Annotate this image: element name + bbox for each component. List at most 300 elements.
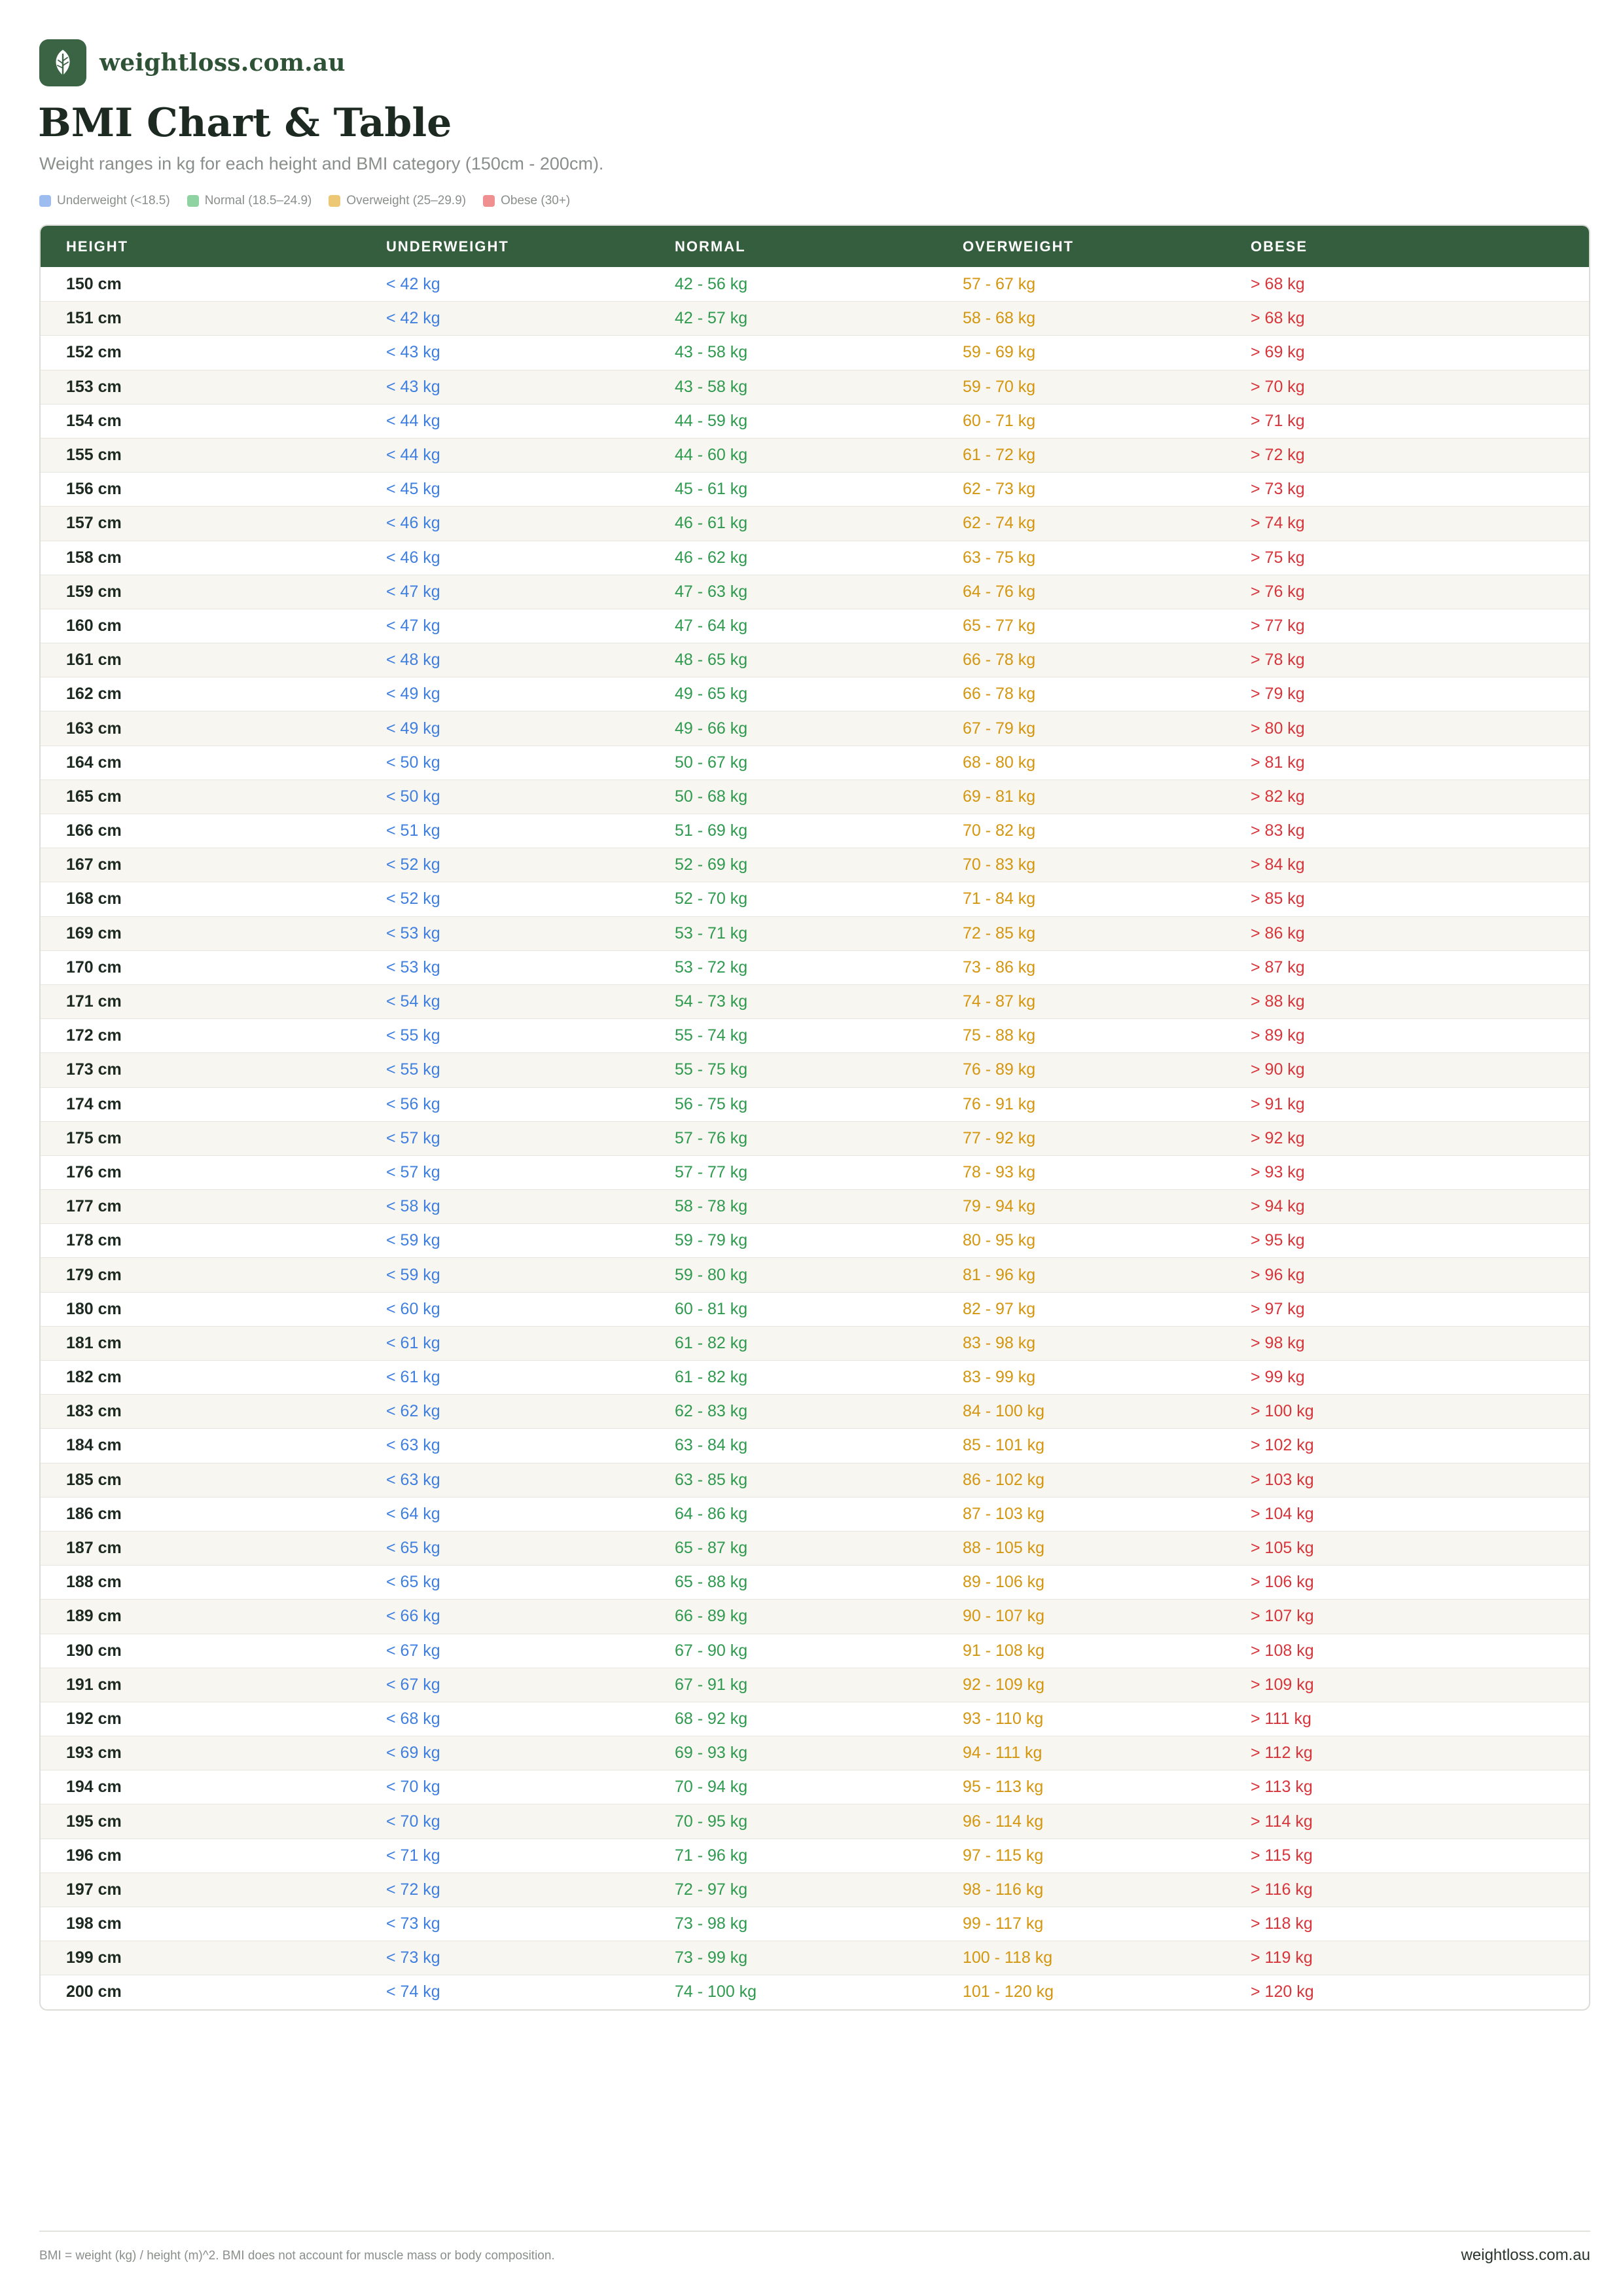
normal-cell: 55 - 74 kg	[675, 1026, 748, 1045]
underweight-cell: < 66 kg	[386, 1607, 440, 1626]
obese-cell: > 68 kg	[1251, 274, 1305, 293]
table-row	[41, 1736, 1589, 1770]
normal-cell: 65 - 88 kg	[675, 1573, 748, 1592]
overweight-cell: 61 - 72 kg	[963, 446, 1036, 465]
obese-cell: > 97 kg	[1251, 1299, 1305, 1318]
table-row	[41, 1702, 1589, 1736]
obese-cell: > 73 kg	[1251, 480, 1305, 499]
overweight-cell: 83 - 99 kg	[963, 1368, 1036, 1387]
underweight-cell: < 49 kg	[386, 685, 440, 704]
height-cell: 199 cm	[66, 1948, 122, 1967]
height-cell: 164 cm	[66, 753, 122, 772]
overweight-cell: 80 - 95 kg	[963, 1231, 1036, 1250]
height-cell: 155 cm	[66, 446, 122, 465]
legend-label: Obese (30+)	[501, 194, 571, 207]
normal-cell: 59 - 80 kg	[675, 1265, 748, 1284]
normal-cell: 42 - 57 kg	[675, 309, 748, 328]
overweight-cell: 70 - 82 kg	[963, 821, 1036, 840]
height-cell: 168 cm	[66, 889, 122, 908]
obese-cell: > 91 kg	[1251, 1094, 1305, 1113]
bmi-table	[39, 224, 1590, 2011]
overweight-cell: 79 - 94 kg	[963, 1197, 1036, 1216]
obese-cell: > 70 kg	[1251, 377, 1305, 396]
normal-cell: 71 - 96 kg	[675, 1846, 748, 1865]
table-row	[41, 1941, 1589, 1975]
normal-cell: 50 - 68 kg	[675, 787, 748, 806]
height-cell: 186 cm	[66, 1504, 122, 1523]
obese-cell: > 109 kg	[1251, 1675, 1314, 1694]
height-cell: 177 cm	[66, 1197, 122, 1216]
table-row	[41, 1428, 1589, 1462]
overweight-cell: 66 - 78 kg	[963, 651, 1036, 670]
overweight-cell: 97 - 115 kg	[963, 1846, 1044, 1865]
normal-cell: 56 - 75 kg	[675, 1094, 748, 1113]
underweight-cell: < 45 kg	[386, 480, 440, 499]
normal-cell: 43 - 58 kg	[675, 343, 748, 362]
underweight-cell: < 46 kg	[386, 514, 440, 533]
table-row	[41, 1292, 1589, 1326]
overweight-cell: 83 - 98 kg	[963, 1333, 1036, 1352]
table-row	[41, 1189, 1589, 1223]
height-cell: 159 cm	[66, 582, 122, 601]
overweight-cell: 69 - 81 kg	[963, 787, 1036, 806]
overweight-cell: 82 - 97 kg	[963, 1299, 1036, 1318]
normal-cell: 63 - 84 kg	[675, 1436, 748, 1455]
normal-cell: 53 - 71 kg	[675, 924, 748, 942]
table-row	[41, 1121, 1589, 1155]
underweight-cell: < 59 kg	[386, 1265, 440, 1284]
table-row	[41, 780, 1589, 814]
obese-cell: > 84 kg	[1251, 855, 1305, 874]
height-cell: 174 cm	[66, 1094, 122, 1113]
obese-cell: > 89 kg	[1251, 1026, 1305, 1045]
height-cell: 150 cm	[66, 274, 122, 293]
table-row	[41, 575, 1589, 609]
underweight-cell: < 60 kg	[386, 1299, 440, 1318]
normal-cell: 73 - 98 kg	[675, 1914, 748, 1933]
legend-item-obese	[483, 194, 570, 208]
obese-cell: > 76 kg	[1251, 582, 1305, 601]
obese-cell: > 116 kg	[1251, 1880, 1313, 1899]
underweight-cell: < 43 kg	[386, 377, 440, 396]
table-row	[41, 1223, 1589, 1257]
footer-domain: weightloss.com.au	[1461, 2246, 1590, 2264]
height-cell: 172 cm	[66, 1026, 122, 1045]
table-row	[41, 643, 1589, 677]
normal-cell: 73 - 99 kg	[675, 1948, 748, 1967]
obese-cell: > 69 kg	[1251, 343, 1305, 362]
normal-cell: 64 - 86 kg	[675, 1504, 748, 1523]
underweight-cell: < 52 kg	[386, 889, 440, 908]
underweight-cell: < 61 kg	[386, 1368, 440, 1387]
table-row	[41, 1804, 1589, 1838]
underweight-cell: < 74 kg	[386, 1982, 440, 2001]
height-cell: 184 cm	[66, 1436, 122, 1455]
obese-cell: > 99 kg	[1251, 1368, 1305, 1387]
obese-cell: > 86 kg	[1251, 924, 1305, 942]
table-row	[41, 1360, 1589, 1394]
height-cell: 185 cm	[66, 1470, 122, 1489]
overweight-cell: 66 - 78 kg	[963, 685, 1036, 704]
table-row	[41, 267, 1589, 301]
obese-cell: > 74 kg	[1251, 514, 1305, 533]
table-header-row	[41, 226, 1589, 267]
height-cell: 180 cm	[66, 1299, 122, 1318]
underweight-cell: < 70 kg	[386, 1812, 440, 1831]
normal-cell: 52 - 69 kg	[675, 855, 748, 874]
table-row	[41, 984, 1589, 1018]
obese-cell: > 68 kg	[1251, 309, 1305, 328]
overweight-cell: 98 - 116 kg	[963, 1880, 1044, 1899]
height-cell: 191 cm	[66, 1675, 122, 1694]
overweight-cell: 77 - 92 kg	[963, 1128, 1036, 1147]
obese-cell: > 107 kg	[1251, 1607, 1314, 1626]
table-row	[41, 1087, 1589, 1121]
overweight-cell: 59 - 70 kg	[963, 377, 1036, 396]
overweight-cell: 93 - 110 kg	[963, 1709, 1044, 1728]
height-cell: 182 cm	[66, 1368, 122, 1387]
overweight-cell: 89 - 106 kg	[963, 1573, 1045, 1592]
overweight-cell: 68 - 80 kg	[963, 753, 1036, 772]
obese-cell: > 72 kg	[1251, 446, 1305, 465]
height-cell: 194 cm	[66, 1778, 122, 1797]
obese-cell: > 102 kg	[1251, 1436, 1314, 1455]
normal-cell: 57 - 76 kg	[675, 1128, 748, 1147]
overweight-cell: 94 - 111 kg	[963, 1744, 1043, 1763]
obese-cell: > 105 kg	[1251, 1539, 1314, 1558]
underweight-cell: < 73 kg	[386, 1948, 440, 1967]
legend-swatch-normal	[187, 195, 199, 207]
legend-item-normal	[187, 194, 312, 208]
table-row	[41, 916, 1589, 950]
legend-item-overweight	[329, 194, 466, 208]
table-row	[41, 711, 1589, 745]
normal-cell: 55 - 75 kg	[675, 1060, 748, 1079]
underweight-cell: < 47 kg	[386, 582, 440, 601]
obese-cell: > 113 kg	[1251, 1778, 1313, 1797]
obese-cell: > 77 kg	[1251, 616, 1305, 635]
obese-cell: > 95 kg	[1251, 1231, 1305, 1250]
normal-cell: 62 - 83 kg	[675, 1402, 748, 1421]
obese-cell: > 119 kg	[1251, 1948, 1313, 1967]
underweight-cell: < 68 kg	[386, 1709, 440, 1728]
height-cell: 196 cm	[66, 1846, 122, 1865]
underweight-cell: < 42 kg	[386, 274, 440, 293]
legend-label: Normal (18.5–24.9)	[204, 194, 312, 207]
height-cell: 189 cm	[66, 1607, 122, 1626]
normal-cell: 42 - 56 kg	[675, 274, 748, 293]
overweight-cell: 81 - 96 kg	[963, 1265, 1036, 1284]
height-cell: 173 cm	[66, 1060, 122, 1079]
overweight-cell: 75 - 88 kg	[963, 1026, 1036, 1045]
obese-cell: > 85 kg	[1251, 889, 1305, 908]
normal-cell: 72 - 97 kg	[675, 1880, 748, 1899]
normal-cell: 63 - 85 kg	[675, 1470, 748, 1489]
obese-cell: > 87 kg	[1251, 958, 1305, 977]
underweight-cell: < 46 kg	[386, 548, 440, 567]
obese-cell: > 88 kg	[1251, 992, 1305, 1011]
normal-cell: 50 - 67 kg	[675, 753, 748, 772]
table-row	[41, 370, 1589, 404]
obese-cell: > 115 kg	[1251, 1846, 1313, 1865]
underweight-cell: < 53 kg	[386, 924, 440, 942]
table-row	[41, 1257, 1589, 1291]
table-row	[41, 1531, 1589, 1565]
underweight-cell: < 72 kg	[386, 1880, 440, 1899]
height-cell: 158 cm	[66, 548, 122, 567]
normal-cell: 43 - 58 kg	[675, 377, 748, 396]
overweight-cell: 84 - 100 kg	[963, 1402, 1045, 1421]
overweight-cell: 57 - 67 kg	[963, 274, 1036, 293]
overweight-cell: 62 - 73 kg	[963, 480, 1036, 499]
table-row	[41, 541, 1589, 575]
obese-cell: > 94 kg	[1251, 1197, 1305, 1216]
legend-label: Overweight (25–29.9)	[346, 194, 467, 207]
height-cell: 167 cm	[66, 855, 122, 874]
underweight-cell: < 50 kg	[386, 787, 440, 806]
height-cell: 166 cm	[66, 821, 122, 840]
obese-cell: > 104 kg	[1251, 1504, 1314, 1523]
overweight-cell: 76 - 89 kg	[963, 1060, 1036, 1079]
overweight-cell: 101 - 120 kg	[963, 1982, 1054, 2001]
obese-cell: > 118 kg	[1251, 1914, 1313, 1933]
table-row	[41, 745, 1589, 780]
underweight-cell: < 49 kg	[386, 719, 440, 738]
height-cell: 179 cm	[66, 1265, 122, 1284]
obese-cell: > 96 kg	[1251, 1265, 1305, 1284]
obese-cell: > 78 kg	[1251, 651, 1305, 670]
overweight-cell: 74 - 87 kg	[963, 992, 1036, 1011]
table-row	[41, 1326, 1589, 1360]
height-cell: 178 cm	[66, 1231, 122, 1250]
normal-cell: 68 - 92 kg	[675, 1709, 748, 1728]
normal-cell: 52 - 70 kg	[675, 889, 748, 908]
obese-cell: > 82 kg	[1251, 787, 1305, 806]
height-cell: 193 cm	[66, 1744, 122, 1763]
overweight-cell: 62 - 74 kg	[963, 514, 1036, 533]
height-cell: 192 cm	[66, 1709, 122, 1728]
table-row	[41, 848, 1589, 882]
underweight-cell: < 59 kg	[386, 1231, 440, 1250]
normal-cell: 70 - 94 kg	[675, 1778, 748, 1797]
height-cell: 161 cm	[66, 651, 122, 670]
underweight-cell: < 67 kg	[386, 1641, 440, 1660]
normal-cell: 61 - 82 kg	[675, 1368, 748, 1387]
table-row	[41, 1463, 1589, 1497]
underweight-cell: < 51 kg	[386, 821, 440, 840]
normal-cell: 47 - 63 kg	[675, 582, 748, 601]
overweight-cell: 65 - 77 kg	[963, 616, 1036, 635]
underweight-cell: < 62 kg	[386, 1402, 440, 1421]
table-row	[41, 1497, 1589, 1531]
obese-cell: > 81 kg	[1251, 753, 1305, 772]
table-row	[41, 1052, 1589, 1086]
underweight-cell: < 42 kg	[386, 309, 440, 328]
height-cell: 195 cm	[66, 1812, 122, 1831]
height-cell: 151 cm	[66, 309, 122, 328]
obese-cell: > 106 kg	[1251, 1573, 1314, 1592]
underweight-cell: < 48 kg	[386, 651, 440, 670]
underweight-cell: < 73 kg	[386, 1914, 440, 1933]
overweight-cell: 88 - 105 kg	[963, 1539, 1045, 1558]
underweight-cell: < 61 kg	[386, 1333, 440, 1352]
column-header-normal: NORMAL	[675, 238, 746, 255]
overweight-cell: 87 - 103 kg	[963, 1504, 1045, 1523]
overweight-cell: 78 - 93 kg	[963, 1162, 1036, 1181]
height-cell: 181 cm	[66, 1333, 122, 1352]
normal-cell: 67 - 91 kg	[675, 1675, 748, 1694]
overweight-cell: 72 - 85 kg	[963, 924, 1036, 942]
obese-cell: > 79 kg	[1251, 685, 1305, 704]
underweight-cell: < 63 kg	[386, 1436, 440, 1455]
overweight-cell: 91 - 108 kg	[963, 1641, 1045, 1660]
table-row	[41, 506, 1589, 540]
page-subtitle: Weight ranges in kg for each height and BMI category (150cm - 200cm).	[39, 154, 604, 173]
brand-name: weightloss.com.au	[99, 49, 346, 77]
height-cell: 160 cm	[66, 616, 122, 635]
table-row	[41, 301, 1589, 335]
normal-cell: 51 - 69 kg	[675, 821, 748, 840]
brand-header	[39, 39, 346, 86]
legend-item-underweight	[39, 194, 170, 208]
underweight-cell: < 47 kg	[386, 616, 440, 635]
normal-cell: 65 - 87 kg	[675, 1539, 748, 1558]
overweight-cell: 71 - 84 kg	[963, 889, 1036, 908]
obese-cell: > 92 kg	[1251, 1128, 1305, 1147]
underweight-cell: < 65 kg	[386, 1539, 440, 1558]
table-row	[41, 335, 1589, 369]
obese-cell: > 71 kg	[1251, 411, 1305, 430]
obese-cell: > 80 kg	[1251, 719, 1305, 738]
height-cell: 153 cm	[66, 377, 122, 396]
normal-cell: 48 - 65 kg	[675, 651, 748, 670]
table-row	[41, 404, 1589, 438]
obese-cell: > 120 kg	[1251, 1982, 1314, 2001]
overweight-cell: 92 - 109 kg	[963, 1675, 1045, 1694]
underweight-cell: < 64 kg	[386, 1504, 440, 1523]
table-row	[41, 1770, 1589, 1804]
normal-cell: 70 - 95 kg	[675, 1812, 748, 1831]
obese-cell: > 114 kg	[1251, 1812, 1313, 1831]
table-row	[41, 1155, 1589, 1189]
obese-cell: > 93 kg	[1251, 1162, 1305, 1181]
underweight-cell: < 63 kg	[386, 1470, 440, 1489]
table-row	[41, 609, 1589, 643]
column-header-obese: OBESE	[1251, 238, 1308, 255]
underweight-cell: < 55 kg	[386, 1060, 440, 1079]
table-row	[41, 472, 1589, 506]
normal-cell: 49 - 65 kg	[675, 685, 748, 704]
underweight-cell: < 57 kg	[386, 1128, 440, 1147]
column-header-underweight: UNDERWEIGHT	[386, 238, 509, 255]
underweight-cell: < 53 kg	[386, 958, 440, 977]
height-cell: 171 cm	[66, 992, 122, 1011]
overweight-cell: 64 - 76 kg	[963, 582, 1036, 601]
underweight-cell: < 52 kg	[386, 855, 440, 874]
overweight-cell: 59 - 69 kg	[963, 343, 1036, 362]
table-row	[41, 950, 1589, 984]
page-title: BMI Chart & Table	[38, 100, 452, 146]
obese-cell: > 98 kg	[1251, 1333, 1305, 1352]
logo	[39, 39, 86, 86]
footer-divider	[39, 2231, 1590, 2232]
height-cell: 152 cm	[66, 343, 122, 362]
underweight-cell: < 44 kg	[386, 411, 440, 430]
normal-cell: 66 - 89 kg	[675, 1607, 748, 1626]
height-cell: 183 cm	[66, 1402, 122, 1421]
overweight-cell: 67 - 79 kg	[963, 719, 1036, 738]
underweight-cell: < 65 kg	[386, 1573, 440, 1592]
normal-cell: 46 - 61 kg	[675, 514, 748, 533]
height-cell: 187 cm	[66, 1539, 122, 1558]
normal-cell: 49 - 66 kg	[675, 719, 748, 738]
height-cell: 175 cm	[66, 1128, 122, 1147]
leaf-icon	[50, 48, 76, 78]
underweight-cell: < 67 kg	[386, 1675, 440, 1694]
table-row	[41, 814, 1589, 848]
height-cell: 190 cm	[66, 1641, 122, 1660]
height-cell: 163 cm	[66, 719, 122, 738]
height-cell: 169 cm	[66, 924, 122, 942]
table-row	[41, 1634, 1589, 1668]
column-header-overweight: OVERWEIGHT	[963, 238, 1074, 255]
normal-cell: 44 - 59 kg	[675, 411, 748, 430]
underweight-cell: < 56 kg	[386, 1094, 440, 1113]
footer-note: BMI = weight (kg) / height (m)^2. BMI does not account for muscle mass or body composition.	[39, 2249, 555, 2263]
table-row	[41, 1907, 1589, 1941]
normal-cell: 74 - 100 kg	[675, 1982, 757, 2001]
underweight-cell: < 43 kg	[386, 343, 440, 362]
underweight-cell: < 57 kg	[386, 1162, 440, 1181]
overweight-cell: 85 - 101 kg	[963, 1436, 1045, 1455]
normal-cell: 45 - 61 kg	[675, 480, 748, 499]
table-row	[41, 677, 1589, 711]
normal-cell: 44 - 60 kg	[675, 446, 748, 465]
normal-cell: 60 - 81 kg	[675, 1299, 748, 1318]
height-cell: 197 cm	[66, 1880, 122, 1899]
underweight-cell: < 70 kg	[386, 1778, 440, 1797]
normal-cell: 54 - 73 kg	[675, 992, 748, 1011]
normal-cell: 46 - 62 kg	[675, 548, 748, 567]
overweight-cell: 63 - 75 kg	[963, 548, 1036, 567]
obese-cell: > 111 kg	[1251, 1709, 1311, 1728]
overweight-cell: 95 - 113 kg	[963, 1778, 1044, 1797]
obese-cell: > 112 kg	[1251, 1744, 1313, 1763]
overweight-cell: 60 - 71 kg	[963, 411, 1036, 430]
table-row	[41, 1975, 1589, 2009]
table-row	[41, 1599, 1589, 1633]
underweight-cell: < 50 kg	[386, 753, 440, 772]
normal-cell: 53 - 72 kg	[675, 958, 748, 977]
table-row	[41, 1018, 1589, 1052]
overweight-cell: 58 - 68 kg	[963, 309, 1036, 328]
obese-cell: > 108 kg	[1251, 1641, 1314, 1660]
table-row	[41, 438, 1589, 472]
column-header-height: HEIGHT	[66, 238, 129, 255]
table-row	[41, 1668, 1589, 1702]
height-cell: 157 cm	[66, 514, 122, 533]
overweight-cell: 100 - 118 kg	[963, 1948, 1053, 1967]
obese-cell: > 90 kg	[1251, 1060, 1305, 1079]
legend	[39, 194, 587, 208]
overweight-cell: 99 - 117 kg	[963, 1914, 1044, 1933]
legend-swatch-obese	[483, 195, 495, 207]
height-cell: 162 cm	[66, 685, 122, 704]
obese-cell: > 103 kg	[1251, 1470, 1314, 1489]
overweight-cell: 76 - 91 kg	[963, 1094, 1036, 1113]
height-cell: 165 cm	[66, 787, 122, 806]
overweight-cell: 73 - 86 kg	[963, 958, 1036, 977]
